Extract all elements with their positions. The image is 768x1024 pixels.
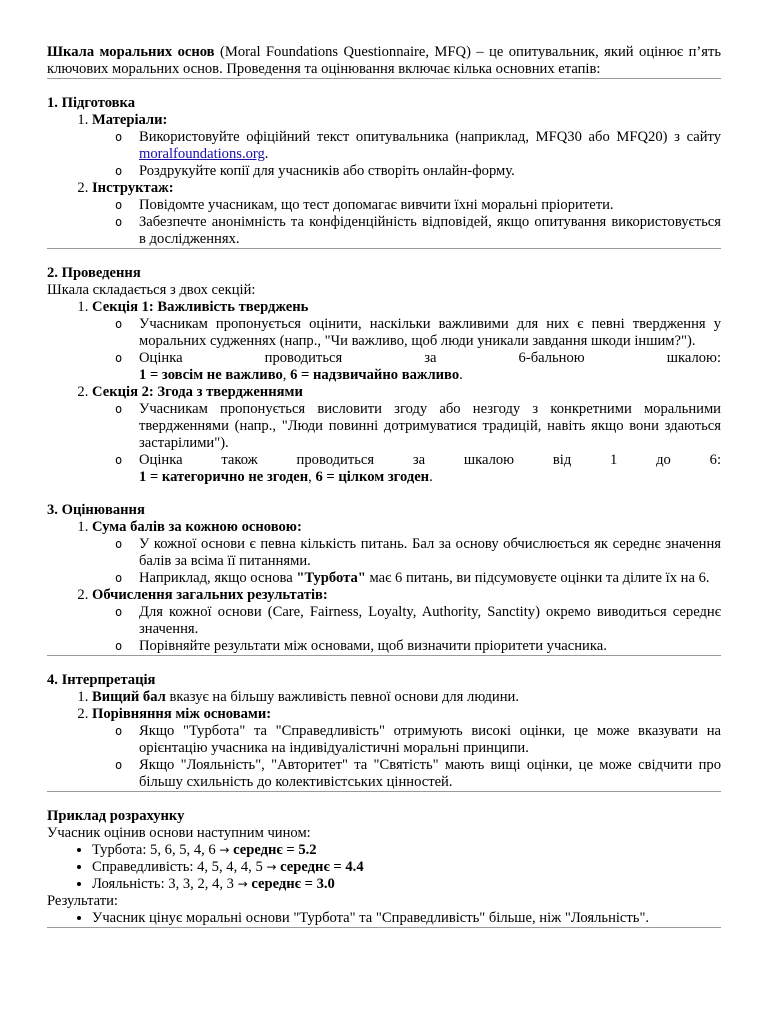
section-example — [47, 808, 721, 928]
list-item: • Учасник цінує моральні основи "Турбота" та "Справедливість" більше, ніж "Лояльність". — [92, 910, 721, 927]
sub-list-item — [139, 350, 721, 384]
sub-list — [92, 401, 721, 486]
item-label: Вищий бал — [92, 689, 166, 705]
item-text: o Оцінка також проводиться за шкалою від 1 до 6: — [139, 452, 721, 468]
sub-list — [92, 129, 721, 180]
intro-bold: Шкала моральних основ — [47, 44, 215, 60]
list-item — [92, 859, 721, 876]
sub-list-item: o Порівняйте результати між основами, щоб визначити пріоритети учасника. — [139, 638, 721, 655]
list-item — [92, 519, 721, 587]
separator: , — [308, 469, 316, 485]
item-text: має 6 питань, ви підсумовуєте оцінки та ділите їх на 6. — [365, 570, 710, 586]
sub-list-item: o У кожної основи є певна кількість питань. Бал за основу обчислюється як середнє значення балів за всіма її питаннями. — [139, 536, 721, 570]
item-label: Інструктаж: — [92, 180, 174, 196]
sub-list-item: o Учасникам пропонується оцінити, наскільки важливими для них є певні твердження у моральних судженнях (напр., "Чи важливо, щоб люди уникали завдання шкоди іншим?"). — [139, 316, 721, 350]
list-item — [92, 384, 721, 486]
results-label: Результати: — [47, 893, 118, 909]
section-divider — [47, 248, 721, 249]
item-label: Секція 2: Згода з твердженнями — [92, 384, 303, 400]
section-subtitle: Учасник оцінив основи наступним чином: — [47, 825, 311, 841]
arrow-icon: → — [237, 877, 248, 891]
section-title: 1. Підготовка — [47, 95, 136, 111]
moralfoundations-link[interactable]: moralfoundations.org — [139, 146, 265, 162]
numbered-list — [47, 519, 721, 655]
sub-list-item — [139, 452, 721, 486]
numbered-list — [47, 112, 721, 248]
section-divider — [47, 927, 721, 928]
list-item — [92, 876, 721, 893]
item-text: Справедливість: 4, 5, 4, 4, 5 — [92, 859, 263, 875]
sub-list-item: o Повідомте учасникам, що тест допомагає вивчити їхні моральні пріоритети. — [139, 197, 721, 214]
sub-list — [92, 536, 721, 587]
item-text: . — [429, 469, 433, 485]
sub-list-item: o Роздрукуйте копії для учасників або створіть онлайн-форму. — [139, 163, 721, 180]
item-result: середнє = 3.0 — [251, 876, 335, 892]
section-title: 4. Інтерпретація — [47, 672, 156, 688]
item-text: вказує на більшу важливість певної основи для людини. — [165, 689, 519, 705]
item-text: . — [264, 146, 269, 162]
intro-paragraph — [47, 44, 721, 78]
list-item — [92, 587, 721, 655]
item-emphasis: "Турбота" — [296, 570, 366, 586]
sub-list-item: o Якщо "Лояльність", "Авторитет" та "Святість" мають вищі оцінки, це може свідчити про більшу схильність до колективістських цінностей. — [139, 757, 721, 791]
item-text: Турбота: 5, 6, 5, 4, 6 — [92, 842, 216, 858]
item-text: o Оцінка проводиться за 6-бальною шкалою: — [139, 350, 721, 366]
list-item — [92, 689, 721, 706]
item-text: Лояльність: 3, 3, 2, 4, 3 — [92, 876, 234, 892]
separator: , — [282, 367, 291, 383]
sub-list — [92, 723, 721, 791]
arrow-icon: → — [219, 843, 230, 857]
scale-max: 6 = цілком згоден — [315, 469, 430, 485]
section-title: 2. Проведення — [47, 265, 141, 281]
item-result: середнє = 5.2 — [233, 842, 317, 858]
section-subtitle: Шкала складається з двох секцій: — [47, 282, 256, 298]
item-label: Матеріали: — [92, 112, 168, 128]
sub-list-item: o Для кожної основи (Care, Fairness, Loyalty, Authority, Sanctity) окремо виводиться середнє значення. — [139, 604, 721, 638]
list-item — [92, 842, 721, 859]
scale-min: 1 = категорично не згоден — [139, 469, 309, 485]
list-item — [92, 180, 721, 248]
section-divider — [47, 791, 721, 792]
section-title: 3. Оцінювання — [47, 502, 145, 518]
sub-list-item: o Якщо "Турбота" та "Справедливість" отримують високі оцінки, це може вказувати на орієнтацію учасника на індивідуалістичні моральні принципи. — [139, 723, 721, 757]
section-scoring — [47, 502, 721, 656]
numbered-list — [47, 689, 721, 791]
sub-list-item — [139, 570, 721, 587]
sub-list-item: o Учасникам пропонується висловити згоду або незгоду з конкретними моральними твердженнями (напр., "Люди повинні дотримуватися традицій, навіть якщо вони здаються застарілими"). — [139, 401, 721, 452]
bullet-list — [47, 842, 721, 893]
bullet-list — [47, 910, 721, 927]
item-text: . — [459, 367, 463, 383]
section-conduct — [47, 265, 721, 486]
arrow-icon: → — [266, 860, 277, 874]
list-item — [92, 112, 721, 180]
intro-text: (Moral Foundations Questionnaire, MFQ) – це опитувальник, який оцінює п’ять ключових моральних основ. Проведення та оцінювання включає кілька основних етапів: — [47, 44, 721, 77]
item-text: Використовуйте офіційний текст опитувальника (наприклад, MFQ30 або MFQ20) з сайту — [139, 129, 721, 145]
item-label: Порівняння між основами: — [92, 706, 272, 722]
sub-list — [92, 197, 721, 248]
numbered-list — [47, 299, 721, 486]
sub-list-item — [139, 129, 721, 163]
scale-min: 1 = зовсім не важливо — [139, 367, 283, 383]
item-result: середнє = 4.4 — [280, 859, 364, 875]
item-label: Секція 1: Важливість тверджень — [92, 299, 309, 315]
sub-list — [92, 316, 721, 384]
section-divider — [47, 655, 721, 656]
sub-list — [92, 604, 721, 655]
section-divider — [47, 78, 721, 79]
list-item — [92, 299, 721, 384]
section-preparation — [47, 95, 721, 249]
section-title: Приклад розрахунку — [47, 808, 185, 824]
section-interpretation — [47, 672, 721, 792]
sub-list-item: o Забезпечте анонімність та конфіденційність відповідей, якщо опитування використовується в дослідженнях. — [139, 214, 721, 248]
list-item — [92, 706, 721, 791]
item-label: Сума балів за кожною основою: — [92, 519, 302, 535]
document-body — [47, 44, 721, 928]
item-label: Обчислення загальних результатів: — [92, 587, 328, 603]
scale-max: 6 = надзвичайно важливо — [290, 367, 460, 383]
item-text: Наприклад, якщо основа — [139, 570, 297, 586]
